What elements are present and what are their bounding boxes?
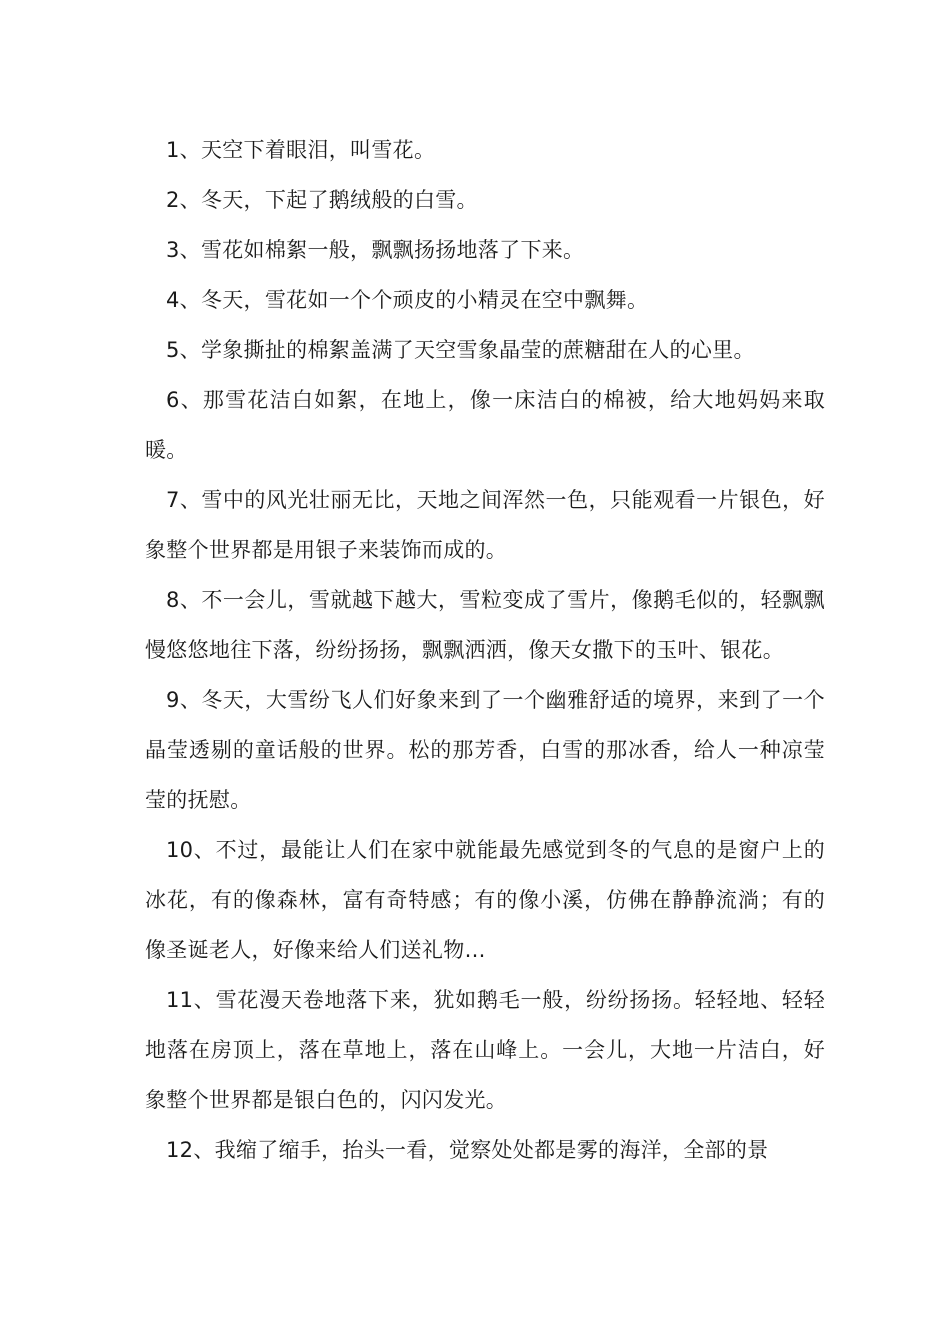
paragraph-2: 2、冬天，下起了鹅绒般的白雪。 [166, 188, 478, 212]
document-body [145, 125, 825, 1175]
paragraph-6: 6、那雪花洁白如絮，在地上，像一床洁白的棉被，给大地妈妈来取暖。 [145, 388, 825, 462]
paragraph-7: 7、雪中的风光壮丽无比，天地之间浑然一色，只能观看一片银色，好象整个世界都是用银子来装饰而成的。 [145, 488, 825, 562]
paragraph-3: 3、雪花如棉絮一般，飘飘扬扬地落了下来。 [166, 238, 585, 262]
paragraph-8: 8、不一会儿，雪就越下越大，雪粒变成了雪片，像鹅毛似的，轻飘飘慢悠悠地往下落，纷纷扬扬，飘飘洒洒，像天女撒下的玉叶、银花。 [145, 588, 825, 662]
paragraph-5: 5、学象撕扯的棉絮盖满了天空雪象晶莹的蔗糖甜在人的心里。 [166, 338, 755, 362]
paragraph-1: 1、天空下着眼泪，叫雪花。 [166, 138, 436, 162]
paragraph-9: 9、冬天，大雪纷飞人们好象来到了一个幽雅舒适的境界，来到了一个晶莹透剔的童话般的世界。松的那芳香，白雪的那冰香，给人一种凉莹莹的抚慰。 [145, 688, 825, 812]
paragraph-11: 11、雪花漫天卷地落下来，犹如鹅毛一般，纷纷扬扬。轻轻地、轻轻地落在房顶上，落在草地上，落在山峰上。一会儿，大地一片洁白，好象整个世界都是银白色的，闪闪发光。 [145, 988, 825, 1112]
paragraph-12: 12、我缩了缩手，抬头一看，觉察处处都是雾的海洋，全部的景 [166, 1138, 769, 1162]
paragraph-10: 10、不过，最能让人们在家中就能最先感觉到冬的气息的是窗户上的冰花，有的像森林，富有奇特感；有的像小溪，仿佛在静静流淌；有的像圣诞老人，好像来给人们送礼物… [145, 838, 825, 962]
paragraph-4: 4、冬天，雪花如一个个顽皮的小精灵在空中飘舞。 [166, 288, 649, 312]
